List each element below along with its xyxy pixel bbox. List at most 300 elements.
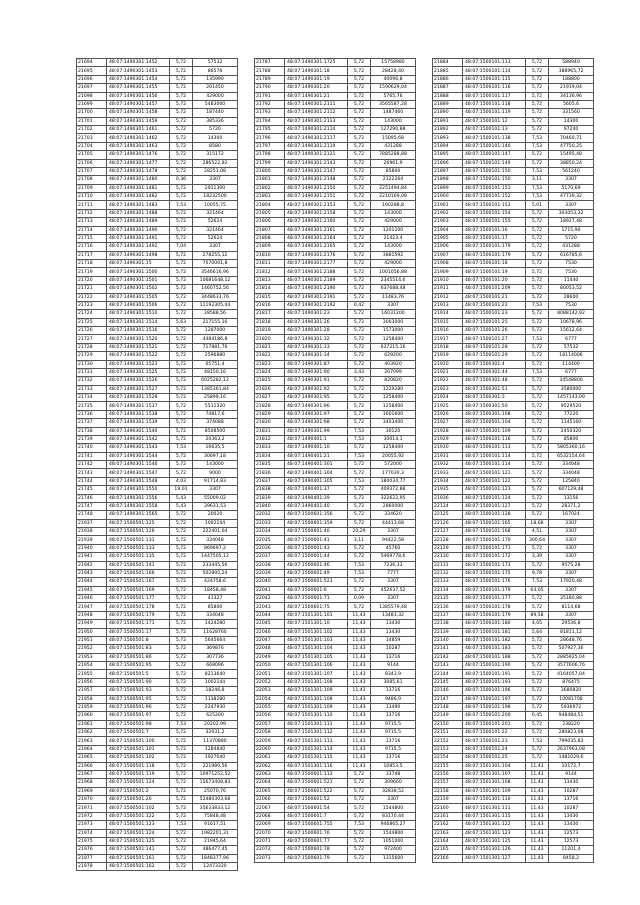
rate-value: 5,72 [348, 75, 371, 83]
rate-value: 7,53 [348, 452, 371, 460]
cadastral-number: 48:07:1490401:10 [285, 444, 348, 452]
row-number: 21953 [77, 653, 107, 661]
table-row [433, 804, 594, 812]
cadastral-number: 48:07:1500101:28 [463, 343, 526, 351]
rate-value: 5,72 [170, 703, 193, 711]
row-number: 21726 [77, 327, 107, 335]
rate-value: 5,72 [526, 209, 549, 217]
row-number: 21794 [255, 117, 285, 125]
table-row [255, 84, 416, 92]
row-number: 21913 [433, 301, 463, 309]
row-number: 22037 [255, 553, 285, 561]
amount-value: 3307 [371, 301, 416, 309]
table-row [255, 712, 416, 720]
row-number: 21694 [77, 59, 107, 67]
row-number: 21975 [77, 837, 107, 845]
amount-value: 1487460 [371, 109, 416, 117]
table-row [433, 84, 594, 92]
table-row [77, 821, 238, 829]
rate-value: 5,72 [526, 544, 549, 552]
rate-value: 5,72 [348, 184, 371, 192]
cadastral-number: 48:07:1500101:155 [463, 218, 526, 226]
amount-value: 12573 [549, 837, 594, 845]
rate-value: 5,72 [526, 410, 549, 418]
table-row [255, 528, 416, 536]
table-row [433, 134, 594, 142]
amount-value: 3546616,96 [193, 268, 238, 276]
rate-value: 7,53 [170, 720, 193, 728]
amount-value: 3403400 [371, 419, 416, 427]
cadastral-number: 48:07:1500501:119 [107, 770, 170, 778]
cadastral-number: 48:07:1501301:107 [463, 770, 526, 778]
table-row [77, 134, 238, 142]
cadastral-number: 48:07:1501301:110 [285, 712, 348, 720]
amount-value: 1315600 [371, 854, 416, 862]
rate-value: 11,43 [348, 662, 371, 670]
cadastral-number: 48:07:1490301:2165 [285, 243, 348, 251]
row-number: 21946 [77, 595, 107, 603]
amount-value: 322622,95 [371, 494, 416, 502]
row-number: 22150 [433, 720, 463, 728]
rate-value: 5,72 [170, 863, 193, 871]
table-row [255, 812, 416, 820]
amount-value: 14300 [193, 134, 238, 142]
rate-value: 5,72 [170, 226, 193, 234]
row-number: 21817 [255, 310, 285, 318]
amount-value: 3448633,76 [193, 293, 238, 301]
rate-value: 11,43 [348, 720, 371, 728]
rate-value: 5,72 [348, 846, 371, 854]
amount-value: 7885288,88 [371, 151, 416, 159]
amount-value: 3307 [549, 544, 594, 552]
row-number: 21899 [433, 184, 463, 192]
cadastral-number: 48:07:1501301:127 [463, 854, 526, 862]
rate-value: 5,72 [348, 318, 371, 326]
table-row [433, 444, 594, 452]
amount-value: 70460,71 [549, 134, 594, 142]
amount-value: 3680820 [549, 687, 594, 695]
rate-value: 5,72 [170, 335, 193, 343]
cadastral-number: 48:07:1500501:5 [107, 670, 170, 678]
row-number: 21710 [77, 193, 107, 201]
cadastral-number: 48:07:1490301:33 [285, 343, 348, 351]
cadastral-number: 48:07:1490401:21 [285, 452, 348, 460]
amount-value: 11440 [549, 276, 594, 284]
table-row [433, 703, 594, 711]
table-row [433, 821, 594, 829]
amount-value: 11628760 [193, 628, 238, 636]
rate-value: 5,72 [348, 117, 371, 125]
cadastral-number: 48:07:1500601:52 [285, 796, 348, 804]
row-number: 21827 [255, 394, 285, 402]
row-number: 21808 [255, 234, 285, 242]
cadastral-number: 48:07:1500601:49 [285, 569, 348, 577]
rate-value: 5,72 [348, 251, 371, 259]
rate-value: 5,72 [170, 553, 193, 561]
row-number: 21915 [433, 318, 463, 326]
table-row [77, 737, 238, 745]
rate-value: 11,43 [348, 737, 371, 745]
rate-value: 5,72 [348, 100, 371, 108]
row-number: 21933 [433, 469, 463, 477]
rate-value: 5,72 [526, 720, 549, 728]
amount-value: 3307 [193, 486, 238, 494]
cadastral-number: 48:07:1500101:25 [463, 318, 526, 326]
table-row [77, 712, 238, 720]
rate-value: 5,72 [170, 787, 193, 795]
row-number: 21721 [77, 285, 107, 293]
cadastral-number: 48:07:1490301:1462 [107, 134, 170, 142]
rate-value: 5,72 [348, 209, 371, 217]
table-row [433, 787, 594, 795]
rate-value: 5,72 [170, 737, 193, 745]
cadastral-number: 48:07:1500301:44 [463, 368, 526, 376]
amount-value: 3307 [549, 528, 594, 536]
cadastral-number: 48:07:1500101:138 [463, 134, 526, 142]
rate-value: 11,43 [348, 703, 371, 711]
table-row [255, 452, 416, 460]
cadastral-number: 48:07:1500101:196 [463, 687, 526, 695]
amount-value: 18232500 [193, 193, 238, 201]
cadastral-number: 48:07:1500301:50 [463, 402, 526, 410]
amount-value: 331560 [549, 109, 594, 117]
amount-value: 10287 [549, 804, 594, 812]
row-number: 21812 [255, 268, 285, 276]
row-number: 21809 [255, 243, 285, 251]
table-row [433, 385, 594, 393]
row-number: 21900 [433, 193, 463, 201]
cadastral-number: 48:07:1490301:2113 [285, 117, 348, 125]
cadastral-number: 48:07:1500101:152 [463, 193, 526, 201]
amount-value: 3307 [193, 176, 238, 184]
rate-value: 5,72 [170, 385, 193, 393]
rate-value: 7,53 [170, 201, 193, 209]
amount-value: 11370880 [193, 737, 238, 745]
table-row [255, 67, 416, 75]
row-number: 22054 [255, 695, 285, 703]
amount-value: 3307 [549, 586, 594, 594]
amount-value: 8088142,92 [549, 310, 594, 318]
amount-value: 334048 [549, 469, 594, 477]
table-row [433, 59, 594, 67]
table-row [77, 812, 238, 820]
amount-value: 127290,88 [371, 126, 416, 134]
amount-value: 1258400 [371, 394, 416, 402]
cadastral-number: 48:07:1501301:108 [463, 779, 526, 787]
amount-value: 14859 [371, 636, 416, 644]
table-row [433, 452, 594, 460]
rate-value: 5,72 [526, 268, 549, 276]
cadastral-number: 48:07:1500601:755 [285, 821, 348, 829]
amount-value: 7070001,8 [193, 260, 238, 268]
amount-value: 2210169,08 [371, 193, 416, 201]
cadastral-number: 48:07:1490301:1527 [107, 385, 170, 393]
amount-value: 35633833,12 [193, 804, 238, 812]
rate-value: 11,43 [348, 611, 371, 619]
amount-value: 1447505,12 [193, 553, 238, 561]
row-number: 21936 [433, 494, 463, 502]
amount-value: 10055,75 [193, 201, 238, 209]
cadastral-number: 48:07:1500101:127 [463, 502, 526, 510]
table-row [77, 586, 238, 594]
table-row [433, 117, 594, 125]
cadastral-number: 48:07:1500501:161 [107, 854, 170, 862]
row-number: 22061 [255, 754, 285, 762]
row-number: 21830 [255, 419, 285, 427]
cadastral-number: 48:07:1490301:1492 [107, 243, 170, 251]
amount-value: 1229280 [371, 385, 416, 393]
rate-value: 5,72 [526, 385, 549, 393]
amount-value: 1573000 [371, 327, 416, 335]
row-number: 21824 [255, 368, 285, 376]
cadastral-number: 48:07:1490301:1510 [107, 310, 170, 318]
table-row [433, 335, 594, 343]
row-number: 22142 [433, 653, 463, 661]
cadastral-number: 48:07:1490301:1525 [107, 368, 170, 376]
amount-value: 25899,16 [193, 394, 238, 402]
rate-value: 5,72 [526, 703, 549, 711]
cadastral-number: 48:07:1500101:179 [463, 611, 526, 619]
row-number: 21743 [77, 469, 107, 477]
table-row [77, 276, 238, 284]
rate-value: 5,72 [526, 59, 549, 67]
rate-value: 11,43 [526, 779, 549, 787]
table-row [77, 385, 238, 393]
rate-value: 5,72 [170, 100, 193, 108]
rate-value: 7,53 [348, 427, 371, 435]
cadastral-number: 48:07:1490301:1502 [107, 285, 170, 293]
cadastral-number: 48:07:1490301:1501 [107, 276, 170, 284]
cadastral-number: 48:07:1490301:1480 [107, 176, 170, 184]
amount-value: 13716 [371, 653, 416, 661]
table-row [433, 209, 594, 217]
rate-value: 5,72 [170, 469, 193, 477]
rate-value: 5,72 [170, 544, 193, 552]
rate-value: 11,43 [526, 787, 549, 795]
table-row [255, 427, 416, 435]
amount-value: 8114,68 [549, 603, 594, 611]
row-number: 22041 [255, 586, 285, 594]
table-row [255, 519, 416, 527]
table-row [77, 595, 238, 603]
rate-value: 5,43 [170, 494, 193, 502]
amount-value: 8343,9 [371, 670, 416, 678]
rate-value: 5,72 [526, 218, 549, 226]
amount-value: 502895,24 [193, 569, 238, 577]
row-number: 21834 [255, 452, 285, 460]
amount-value: 13430 [371, 628, 416, 636]
row-number: 22066 [255, 796, 285, 804]
cadastral-number: 48:07:1500101:122 [463, 477, 526, 485]
row-number: 21921 [433, 368, 463, 376]
cadastral-number: 48:07:1500501:133 [107, 544, 170, 552]
table-row [77, 201, 238, 209]
rate-value: 11,43 [348, 620, 371, 628]
rate-value: 7,53 [348, 477, 371, 485]
cadastral-number: 48:07:1500101:150 [463, 167, 526, 175]
row-number: 21954 [77, 662, 107, 670]
rate-value: 11,43 [526, 821, 549, 829]
amount-value: 39631,53 [193, 502, 238, 510]
cadastral-number: 48:07:1500101:23 [463, 737, 526, 745]
amount-value: 946865,27 [371, 821, 416, 829]
cadastral-number: 48:07:1500101:113 [463, 444, 526, 452]
row-number: 21829 [255, 410, 285, 418]
table-row [433, 829, 594, 837]
rate-value: 5,72 [170, 729, 193, 737]
rate-value: 5,72 [170, 762, 193, 770]
amount-value: 374088 [193, 419, 238, 427]
rate-value: 5,72 [526, 595, 549, 603]
rate-value: 5,72 [170, 285, 193, 293]
table-row [255, 368, 416, 376]
table-row [77, 846, 238, 854]
cadastral-number: 48:07:1501301:123 [463, 829, 526, 837]
rate-value: 5,72 [170, 837, 193, 845]
cadastral-number: 48:07:1500501:177 [107, 595, 170, 603]
cadastral-number: 48:07:1490301:87 [285, 360, 348, 368]
row-number: 21918 [433, 343, 463, 351]
row-number: 21896 [433, 159, 463, 167]
table-row [77, 695, 238, 703]
cadastral-number: 48:07:1500301:4 [463, 360, 526, 368]
amount-value: 588940 [549, 59, 594, 67]
amount-value: 3565587,28 [371, 100, 416, 108]
amount-value: 38850,24 [549, 159, 594, 167]
amount-value: 5720 [549, 234, 594, 242]
row-number: 21716 [77, 243, 107, 251]
row-number: 21720 [77, 276, 107, 284]
rate-value: 5,72 [170, 829, 193, 837]
amount-value: 11483,76 [371, 293, 416, 301]
amount-value: 424758,6 [193, 578, 238, 586]
table-row [77, 176, 238, 184]
row-number: 21819 [255, 327, 285, 335]
row-number: 22124 [433, 502, 463, 510]
table-row [433, 184, 594, 192]
rate-value: 5,72 [170, 561, 193, 569]
row-number: 21740 [77, 444, 107, 452]
rate-value: 19,01 [170, 486, 193, 494]
row-number: 21973 [77, 821, 107, 829]
amount-value: 3307 [549, 519, 594, 527]
cadastral-number: 48:07:1500101:29 [463, 352, 526, 360]
row-number: 21741 [77, 452, 107, 460]
rate-value: 5,01 [526, 201, 549, 209]
row-number: 21924 [433, 394, 463, 402]
row-number: 21904 [433, 226, 463, 234]
amount-value: 34548800 [549, 377, 594, 385]
amount-value: 572000 [371, 461, 416, 469]
row-number: 22056 [255, 712, 285, 720]
rate-value: 5,72 [348, 544, 371, 552]
cadastral-number: 48:07:1500101:119 [463, 109, 526, 117]
rate-value: 5,72 [526, 117, 549, 125]
cadastral-number: 48:07:1500501:2 [107, 787, 170, 795]
rate-value: 11,43 [348, 678, 371, 686]
amount-value: 2860000 [371, 502, 416, 510]
parcel-table-1 [76, 58, 238, 871]
cadastral-number: 48:07:1500501:135 [107, 553, 170, 561]
amount-value: 207099 [371, 368, 416, 376]
rate-value: 3,11 [348, 536, 371, 544]
amount-value: 15612,64 [549, 327, 594, 335]
table-row [433, 762, 594, 770]
row-number: 21947 [77, 603, 107, 611]
row-number: 21939 [77, 536, 107, 544]
table-row [433, 695, 594, 703]
amount-value: 143000 [371, 243, 416, 251]
rate-value: 5,72 [170, 327, 193, 335]
table-row [77, 159, 238, 167]
amount-value: 160288,8 [371, 201, 416, 209]
cadastral-number: 48:07:1500501:86 [107, 653, 170, 661]
rate-value: 5,72 [348, 553, 371, 561]
row-number: 21978 [77, 863, 107, 871]
row-number: 22048 [255, 645, 285, 653]
cadastral-number: 48:07:1500501:7 [107, 729, 170, 737]
rate-value: 4,03 [170, 477, 193, 485]
amount-value: 2596880 [193, 352, 238, 360]
row-number: 21788 [255, 67, 285, 75]
cadastral-number: 48:07:1490401:37 [285, 486, 348, 494]
rate-value: 5,72 [526, 603, 549, 611]
cadastral-number: 48:07:1500101:179 [463, 243, 526, 251]
row-number: 22067 [255, 804, 285, 812]
rate-value: 5,72 [526, 687, 549, 695]
cadastral-number: 48:07:1490301:92 [285, 385, 348, 393]
cadastral-number: 48:07:1500301:109 [463, 427, 526, 435]
cadastral-number: 48:07:1490301:1558 [107, 502, 170, 510]
cadastral-number: 48:07:1500501:97 [107, 712, 170, 720]
rate-value: 5,72 [348, 327, 371, 335]
table-row [255, 285, 416, 293]
cadastral-number: 48:07:1490301:1520 [107, 335, 170, 343]
table-row [255, 134, 416, 142]
cadastral-number: 48:07:1500501:125 [107, 519, 170, 527]
table-row [433, 176, 594, 184]
rate-value: 5,72 [526, 561, 549, 569]
cadastral-number: 48:07:1490301:2119 [285, 142, 348, 150]
table-row [255, 611, 416, 619]
table-row [77, 218, 238, 226]
row-number: 21806 [255, 218, 285, 226]
table-row [77, 402, 238, 410]
table-row [433, 494, 594, 502]
table-row [255, 695, 416, 703]
rate-value: 5,72 [348, 167, 371, 175]
rate-value: 5,72 [348, 511, 371, 519]
rate-value: 11,43 [526, 762, 549, 770]
table-row [433, 720, 594, 728]
row-number: 22049 [255, 653, 285, 661]
cadastral-number: 48:07:1490301:1544 [107, 452, 170, 460]
cadastral-number: 48:07:1500601:76 [285, 829, 348, 837]
amount-value: 32031,2 [193, 729, 238, 737]
rate-value: 11,43 [348, 729, 371, 737]
amount-value: 91714,83 [193, 477, 238, 485]
table-row [77, 511, 238, 519]
table-row [255, 109, 416, 117]
cadastral-number: 48:07:1490301:2176 [285, 251, 348, 259]
amount-value: 83170,44 [371, 812, 416, 820]
cadastral-number: 48:07:1500101:17 [463, 234, 526, 242]
table-row [433, 779, 594, 787]
cadastral-number: 48:07:1500501:8 [107, 636, 170, 644]
rate-value: 5,72 [348, 142, 371, 150]
amount-value: 18458,48 [193, 586, 238, 594]
row-number: 21790 [255, 84, 285, 92]
